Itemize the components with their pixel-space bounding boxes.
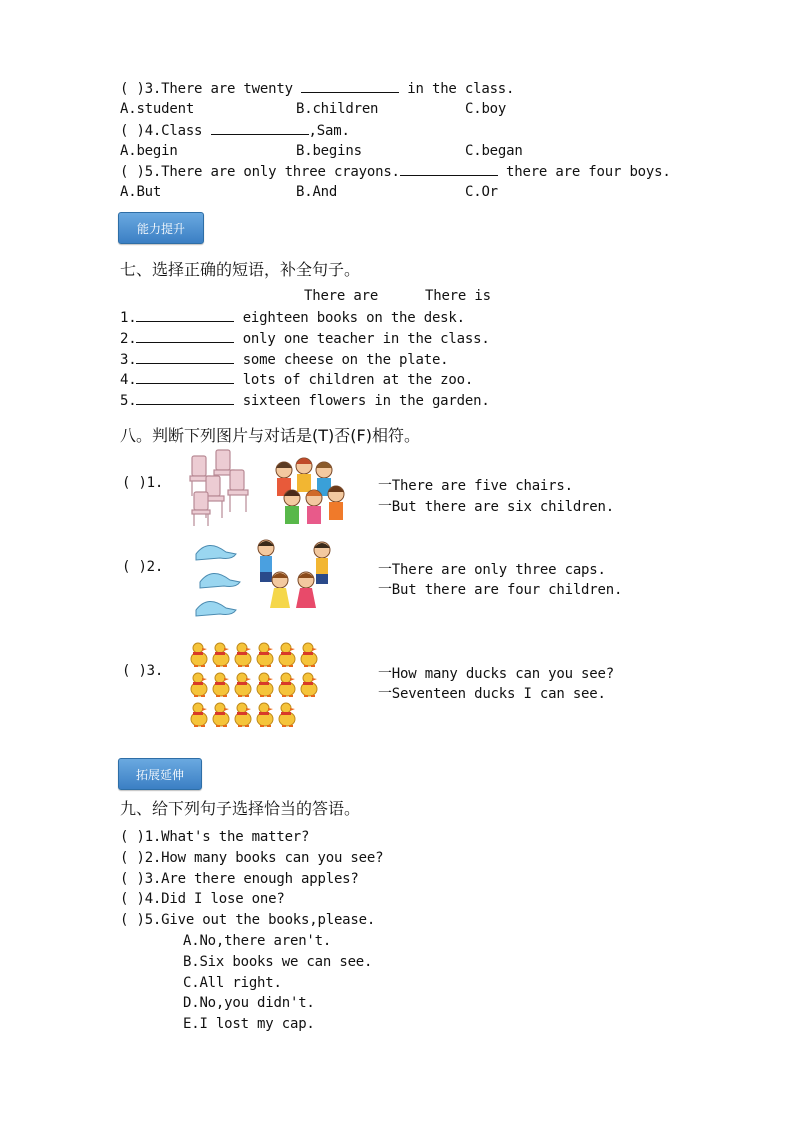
phrase-choice-1: There are [304, 288, 379, 304]
children-icon [258, 540, 330, 608]
answer-paren[interactable]: ( ) [120, 912, 145, 928]
duck-icon [191, 643, 207, 666]
dialogue-question [120, 829, 309, 845]
answer-option: E.I lost my cap. [183, 1016, 315, 1032]
question-stem: 4.Class [144, 123, 211, 139]
duck-icon [213, 673, 229, 696]
question-stem-end: ,Sam. [308, 123, 350, 139]
dialogue-question [120, 912, 375, 928]
sentence-text: lots of children at the zoo. [234, 372, 474, 388]
section-7-title: 七、选择正确的短语，补全句子。 [120, 260, 361, 279]
answer-option: D.No,you didn't. [183, 995, 315, 1011]
duck-icon [301, 643, 317, 666]
answer-blank[interactable] [136, 330, 234, 343]
extension-badge: 拓展延伸 [118, 758, 202, 790]
answer-option: A.No,there aren't. [183, 933, 332, 949]
duck-icon [235, 703, 251, 726]
answer-blank[interactable] [211, 122, 309, 135]
phrase-choice-2: There is [425, 288, 491, 304]
dialogue-line: 一Seventeen ducks I can see. [378, 686, 606, 702]
caps-icon [196, 545, 240, 616]
answer-blank[interactable] [136, 351, 234, 364]
chairs-icon [190, 450, 248, 526]
option-b: B.And [296, 184, 338, 200]
sentence-text: eighteen books on the desk. [234, 310, 465, 326]
question-text: 1.What's the matter? [144, 829, 310, 845]
judge-paren-3[interactable]: ( )3. [122, 663, 164, 679]
duck-icon [279, 673, 295, 696]
dialogue-line: 一How many ducks can you see? [378, 666, 614, 682]
dialogue-line: 一There are five chairs. [378, 478, 573, 494]
duck-icon [213, 643, 229, 666]
answer-blank[interactable] [136, 309, 234, 322]
dialogue-question [120, 891, 285, 907]
item-number: 5. [120, 393, 137, 409]
option-c: C.began [465, 143, 523, 159]
question-text: 3.Are there enough apples? [144, 871, 359, 887]
duck-icon [257, 703, 273, 726]
judge-paren-1[interactable]: ( )1. [122, 475, 164, 491]
option-a: A.But [120, 184, 162, 200]
dialogue-line: 一But there are six children. [378, 499, 614, 515]
duck-icon [257, 673, 273, 696]
item-number: 4. [120, 372, 137, 388]
judge-paren-2[interactable]: ( )2. [122, 559, 164, 575]
answer-paren[interactable]: ( ) [120, 871, 145, 887]
sentence-text: some cheese on the plate. [234, 352, 449, 368]
answer-blank[interactable] [136, 371, 234, 384]
chairs-children-picture [186, 448, 352, 532]
section-9-title: 九、给下列句子选择恰当的答语。 [120, 799, 361, 818]
item-number: 1. [120, 310, 137, 326]
question-stem: 5.There are only three crayons. [144, 164, 400, 180]
item-number: 3. [120, 352, 137, 368]
duck-icon [257, 643, 273, 666]
answer-paren[interactable]: ( ) [120, 123, 145, 139]
answer-paren[interactable]: ( ) [120, 164, 145, 180]
answer-paren[interactable]: ( ) [120, 891, 145, 907]
answer-blank[interactable] [136, 392, 234, 405]
caps-children-picture [190, 536, 340, 626]
answer-option: B.Six books we can see. [183, 954, 373, 970]
option-b: B.begins [296, 143, 362, 159]
ducks-picture [186, 638, 326, 730]
children-group-icon [276, 458, 344, 524]
question-stem-end: in the class. [399, 81, 515, 97]
fill-sentence-row [120, 309, 465, 326]
question-stem-end: there are four boys. [497, 164, 671, 180]
duck-icon [213, 703, 229, 726]
question-3-row [120, 80, 514, 97]
dialogue-line: 一There are only three caps. [378, 562, 606, 578]
option-a: A.begin [120, 143, 178, 159]
answer-paren[interactable]: ( ) [120, 81, 145, 97]
dialogue-question [120, 850, 383, 866]
duck-icon [235, 673, 251, 696]
option-c: C.boy [465, 101, 507, 117]
section-8-title: 八。判断下列图片与对话是(T)否(F)相符。 [120, 426, 420, 445]
question-text: 4.Did I lose one? [144, 891, 285, 907]
answer-paren[interactable]: ( ) [120, 829, 145, 845]
answer-paren[interactable]: ( ) [120, 850, 145, 866]
fill-sentence-row [120, 330, 490, 347]
question-stem: 3.There are twenty [144, 81, 302, 97]
duck-icon [191, 703, 207, 726]
duck-icon [279, 643, 295, 666]
option-a: A.student [120, 101, 195, 117]
option-b: B.children [296, 101, 379, 117]
answer-option: C.All right. [183, 975, 282, 991]
dialogue-question [120, 871, 359, 887]
fill-sentence-row [120, 392, 490, 409]
duck-icon [279, 703, 295, 726]
question-5-row [120, 163, 671, 180]
duck-icon [301, 673, 317, 696]
answer-blank[interactable] [301, 80, 399, 93]
question-4-row [120, 122, 350, 139]
duck-icon [191, 673, 207, 696]
item-number: 2. [120, 331, 137, 347]
dialogue-line: 一But there are four children. [378, 582, 623, 598]
sentence-text: sixteen flowers in the garden. [234, 393, 490, 409]
question-text: 5.Give out the books,please. [144, 912, 376, 928]
question-text: 2.How many books can you see? [144, 850, 384, 866]
sentence-text: only one teacher in the class. [234, 331, 490, 347]
ability-badge: 能力提升 [118, 212, 204, 244]
fill-sentence-row [120, 351, 448, 368]
option-c: C.Or [465, 184, 498, 200]
duck-icon [235, 643, 251, 666]
fill-sentence-row [120, 371, 473, 388]
answer-blank[interactable] [400, 163, 498, 176]
